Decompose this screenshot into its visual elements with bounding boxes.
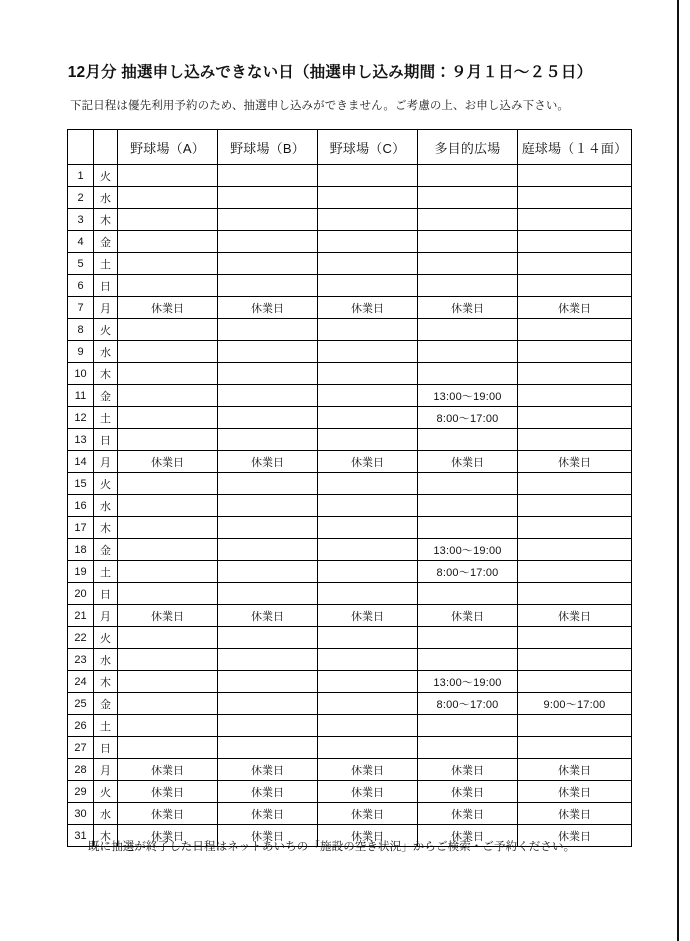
empty-cell (318, 187, 418, 209)
day-number-cell: 12 (68, 407, 94, 429)
empty-cell (118, 693, 218, 715)
closed-day-cell: 休業日 (318, 297, 418, 319)
empty-cell (518, 187, 632, 209)
weekday-cell: 木 (94, 825, 118, 847)
header-facility-tennis: 庭球場（１４面） (518, 130, 632, 165)
empty-cell (118, 627, 218, 649)
day-number-cell: 28 (68, 759, 94, 781)
weekday-cell: 木 (94, 209, 118, 231)
day-number-cell: 30 (68, 803, 94, 825)
table-row (68, 759, 632, 781)
empty-cell (518, 649, 632, 671)
weekday-cell: 日 (94, 429, 118, 451)
empty-cell (218, 407, 318, 429)
day-number-cell: 2 (68, 187, 94, 209)
empty-cell (518, 341, 632, 363)
empty-cell (118, 517, 218, 539)
weekday-cell: 日 (94, 583, 118, 605)
empty-cell (318, 517, 418, 539)
header-weekday (94, 130, 118, 165)
empty-cell (118, 737, 218, 759)
closed-day-cell: 休業日 (218, 605, 318, 627)
empty-cell (318, 407, 418, 429)
empty-cell (418, 649, 518, 671)
weekday-cell: 金 (94, 385, 118, 407)
empty-cell (218, 319, 318, 341)
day-number-cell: 7 (68, 297, 94, 319)
empty-cell (318, 649, 418, 671)
table-row (68, 737, 632, 759)
weekday-cell: 月 (94, 297, 118, 319)
empty-cell (518, 319, 632, 341)
closed-day-cell: 休業日 (318, 759, 418, 781)
day-number-cell: 24 (68, 671, 94, 693)
empty-cell (218, 539, 318, 561)
closed-day-cell: 休業日 (518, 759, 632, 781)
empty-cell (418, 737, 518, 759)
table-body (68, 165, 632, 847)
empty-cell (218, 165, 318, 187)
table-row (68, 649, 632, 671)
empty-cell (118, 649, 218, 671)
page-title: 12月分 抽選申し込みできない日（抽選申し込み期間：９月１日〜２５日） (67, 64, 593, 81)
empty-cell (318, 209, 418, 231)
empty-cell (518, 231, 632, 253)
empty-cell (218, 187, 318, 209)
empty-cell (418, 517, 518, 539)
empty-cell (218, 231, 318, 253)
empty-cell (518, 715, 632, 737)
weekday-cell: 月 (94, 759, 118, 781)
closed-day-cell: 休業日 (218, 781, 318, 803)
empty-cell (418, 165, 518, 187)
day-number-cell: 9 (68, 341, 94, 363)
day-number-cell: 26 (68, 715, 94, 737)
day-number-cell: 8 (68, 319, 94, 341)
empty-cell (518, 671, 632, 693)
header-facility-baseball-c: 野球場（C） (318, 130, 418, 165)
table-row (68, 473, 632, 495)
closed-day-cell: 休業日 (118, 605, 218, 627)
weekday-cell: 月 (94, 451, 118, 473)
empty-cell (318, 671, 418, 693)
empty-cell (418, 187, 518, 209)
day-number-cell: 18 (68, 539, 94, 561)
empty-cell (118, 341, 218, 363)
table-row (68, 385, 632, 407)
empty-cell (218, 583, 318, 605)
header-facility-baseball-b: 野球場（B） (218, 130, 318, 165)
table-row (68, 693, 632, 715)
empty-cell (118, 583, 218, 605)
empty-cell (218, 693, 318, 715)
empty-cell (318, 561, 418, 583)
weekday-cell: 土 (94, 561, 118, 583)
empty-cell (118, 363, 218, 385)
table-row (68, 363, 632, 385)
empty-cell (118, 671, 218, 693)
empty-cell (218, 495, 318, 517)
closed-day-cell: 休業日 (218, 759, 318, 781)
empty-cell (418, 253, 518, 275)
closed-day-cell: 休業日 (418, 781, 518, 803)
weekday-cell: 水 (94, 649, 118, 671)
empty-cell (318, 385, 418, 407)
empty-cell (418, 495, 518, 517)
closed-day-cell: 休業日 (218, 803, 318, 825)
table-row (68, 495, 632, 517)
page-subtitle: 下記日程は優先利用予約のため、抽選申し込みができません。ご考慮の上、お申し込み下さい。 (70, 100, 570, 112)
reserved-time-cell: 13:00〜19:00 (418, 671, 518, 693)
empty-cell (218, 737, 318, 759)
empty-cell (418, 429, 518, 451)
empty-cell (218, 253, 318, 275)
table-row (68, 253, 632, 275)
day-number-cell: 5 (68, 253, 94, 275)
empty-cell (318, 231, 418, 253)
table-row (68, 517, 632, 539)
empty-cell (418, 363, 518, 385)
closed-day-cell: 休業日 (218, 825, 318, 847)
day-number-cell: 15 (68, 473, 94, 495)
table-row (68, 539, 632, 561)
weekday-cell: 火 (94, 473, 118, 495)
empty-cell (118, 187, 218, 209)
empty-cell (418, 627, 518, 649)
closed-day-cell: 休業日 (318, 605, 418, 627)
empty-cell (218, 209, 318, 231)
empty-cell (118, 253, 218, 275)
table-row (68, 627, 632, 649)
empty-cell (518, 209, 632, 231)
weekday-cell: 金 (94, 693, 118, 715)
reserved-time-cell: 13:00〜19:00 (418, 385, 518, 407)
schedule-table (67, 129, 632, 847)
table-row (68, 297, 632, 319)
day-number-cell: 23 (68, 649, 94, 671)
table-row (68, 781, 632, 803)
empty-cell (218, 627, 318, 649)
empty-cell (318, 341, 418, 363)
empty-cell (518, 473, 632, 495)
day-number-cell: 31 (68, 825, 94, 847)
day-number-cell: 3 (68, 209, 94, 231)
empty-cell (218, 473, 318, 495)
empty-cell (118, 385, 218, 407)
closed-day-cell: 休業日 (418, 759, 518, 781)
table-row (68, 209, 632, 231)
empty-cell (118, 561, 218, 583)
closed-day-cell: 休業日 (118, 759, 218, 781)
empty-cell (118, 473, 218, 495)
day-number-cell: 13 (68, 429, 94, 451)
day-number-cell: 16 (68, 495, 94, 517)
empty-cell (518, 627, 632, 649)
weekday-cell: 火 (94, 781, 118, 803)
day-number-cell: 17 (68, 517, 94, 539)
empty-cell (518, 737, 632, 759)
table-row (68, 341, 632, 363)
table-row (68, 451, 632, 473)
closed-day-cell: 休業日 (518, 825, 632, 847)
empty-cell (218, 385, 318, 407)
closed-day-cell: 休業日 (318, 803, 418, 825)
reserved-time-cell: 8:00〜17:00 (418, 407, 518, 429)
empty-cell (418, 319, 518, 341)
closed-day-cell: 休業日 (518, 451, 632, 473)
empty-cell (118, 165, 218, 187)
table-row (68, 187, 632, 209)
empty-cell (518, 385, 632, 407)
weekday-cell: 火 (94, 319, 118, 341)
weekday-cell: 火 (94, 627, 118, 649)
empty-cell (218, 671, 318, 693)
empty-cell (118, 495, 218, 517)
empty-cell (418, 473, 518, 495)
closed-day-cell: 休業日 (118, 297, 218, 319)
empty-cell (518, 583, 632, 605)
empty-cell (518, 253, 632, 275)
weekday-cell: 土 (94, 253, 118, 275)
empty-cell (518, 517, 632, 539)
day-number-cell: 19 (68, 561, 94, 583)
empty-cell (518, 363, 632, 385)
empty-cell (318, 473, 418, 495)
day-number-cell: 22 (68, 627, 94, 649)
closed-day-cell: 休業日 (418, 825, 518, 847)
empty-cell (518, 539, 632, 561)
table-row (68, 715, 632, 737)
empty-cell (118, 319, 218, 341)
day-number-cell: 25 (68, 693, 94, 715)
empty-cell (318, 539, 418, 561)
empty-cell (218, 275, 318, 297)
weekday-cell: 日 (94, 737, 118, 759)
closed-day-cell: 休業日 (318, 825, 418, 847)
weekday-cell: 土 (94, 407, 118, 429)
header-facility-baseball-a: 野球場（A） (118, 130, 218, 165)
closed-day-cell: 休業日 (518, 803, 632, 825)
closed-day-cell: 休業日 (118, 781, 218, 803)
empty-cell (318, 429, 418, 451)
empty-cell (518, 165, 632, 187)
table-header-row (68, 130, 632, 165)
weekday-cell: 火 (94, 165, 118, 187)
table-row (68, 561, 632, 583)
empty-cell (318, 627, 418, 649)
empty-cell (418, 341, 518, 363)
empty-cell (218, 363, 318, 385)
table-row (68, 583, 632, 605)
weekday-cell: 水 (94, 495, 118, 517)
weekday-cell: 木 (94, 363, 118, 385)
empty-cell (118, 231, 218, 253)
table-header (68, 130, 632, 165)
reserved-time-cell: 13:00〜19:00 (418, 539, 518, 561)
empty-cell (318, 363, 418, 385)
empty-cell (518, 429, 632, 451)
empty-cell (118, 715, 218, 737)
table-row (68, 605, 632, 627)
empty-cell (118, 539, 218, 561)
closed-day-cell: 休業日 (418, 297, 518, 319)
table-row (68, 275, 632, 297)
weekday-cell: 木 (94, 517, 118, 539)
empty-cell (318, 583, 418, 605)
reserved-time-cell: 8:00〜17:00 (418, 693, 518, 715)
closed-day-cell: 休業日 (518, 781, 632, 803)
weekday-cell: 日 (94, 275, 118, 297)
empty-cell (418, 231, 518, 253)
closed-day-cell: 休業日 (218, 451, 318, 473)
closed-day-cell: 休業日 (418, 605, 518, 627)
closed-day-cell: 休業日 (518, 297, 632, 319)
table-row (68, 803, 632, 825)
day-number-cell: 20 (68, 583, 94, 605)
table-row (68, 165, 632, 187)
empty-cell (418, 715, 518, 737)
header-day (68, 130, 94, 165)
empty-cell (318, 715, 418, 737)
weekday-cell: 金 (94, 539, 118, 561)
day-number-cell: 6 (68, 275, 94, 297)
weekday-cell: 水 (94, 341, 118, 363)
closed-day-cell: 休業日 (418, 803, 518, 825)
header-facility-multipurpose: 多目的広場 (418, 130, 518, 165)
empty-cell (118, 275, 218, 297)
empty-cell (418, 583, 518, 605)
empty-cell (218, 517, 318, 539)
day-number-cell: 29 (68, 781, 94, 803)
empty-cell (318, 319, 418, 341)
empty-cell (318, 275, 418, 297)
empty-cell (318, 737, 418, 759)
reserved-time-cell: 8:00〜17:00 (418, 561, 518, 583)
empty-cell (518, 407, 632, 429)
empty-cell (518, 495, 632, 517)
table-row (68, 231, 632, 253)
day-number-cell: 14 (68, 451, 94, 473)
closed-day-cell: 休業日 (218, 297, 318, 319)
empty-cell (318, 253, 418, 275)
table-row (68, 429, 632, 451)
day-number-cell: 1 (68, 165, 94, 187)
weekday-cell: 月 (94, 605, 118, 627)
closed-day-cell: 休業日 (118, 825, 218, 847)
empty-cell (218, 561, 318, 583)
empty-cell (218, 649, 318, 671)
empty-cell (118, 407, 218, 429)
weekday-cell: 水 (94, 803, 118, 825)
day-number-cell: 10 (68, 363, 94, 385)
empty-cell (318, 495, 418, 517)
day-number-cell: 11 (68, 385, 94, 407)
empty-cell (518, 275, 632, 297)
day-number-cell: 4 (68, 231, 94, 253)
reserved-time-cell: 9:00〜17:00 (518, 693, 632, 715)
empty-cell (518, 561, 632, 583)
weekday-cell: 金 (94, 231, 118, 253)
closed-day-cell: 休業日 (518, 605, 632, 627)
closed-day-cell: 休業日 (318, 781, 418, 803)
table-row (68, 319, 632, 341)
empty-cell (418, 209, 518, 231)
empty-cell (318, 693, 418, 715)
page-footer-note: 既に抽選が終了した日程はネットあいちの「施設の空き状況」からご検索・ご予約ください。 (88, 841, 576, 853)
weekday-cell: 木 (94, 671, 118, 693)
empty-cell (218, 341, 318, 363)
closed-day-cell: 休業日 (118, 803, 218, 825)
empty-cell (218, 715, 318, 737)
empty-cell (218, 429, 318, 451)
empty-cell (418, 275, 518, 297)
table-row (68, 407, 632, 429)
empty-cell (118, 209, 218, 231)
weekday-cell: 土 (94, 715, 118, 737)
empty-cell (318, 165, 418, 187)
table-row (68, 671, 632, 693)
closed-day-cell: 休業日 (318, 451, 418, 473)
empty-cell (118, 429, 218, 451)
weekday-cell: 水 (94, 187, 118, 209)
day-number-cell: 27 (68, 737, 94, 759)
closed-day-cell: 休業日 (418, 451, 518, 473)
closed-day-cell: 休業日 (118, 451, 218, 473)
day-number-cell: 21 (68, 605, 94, 627)
